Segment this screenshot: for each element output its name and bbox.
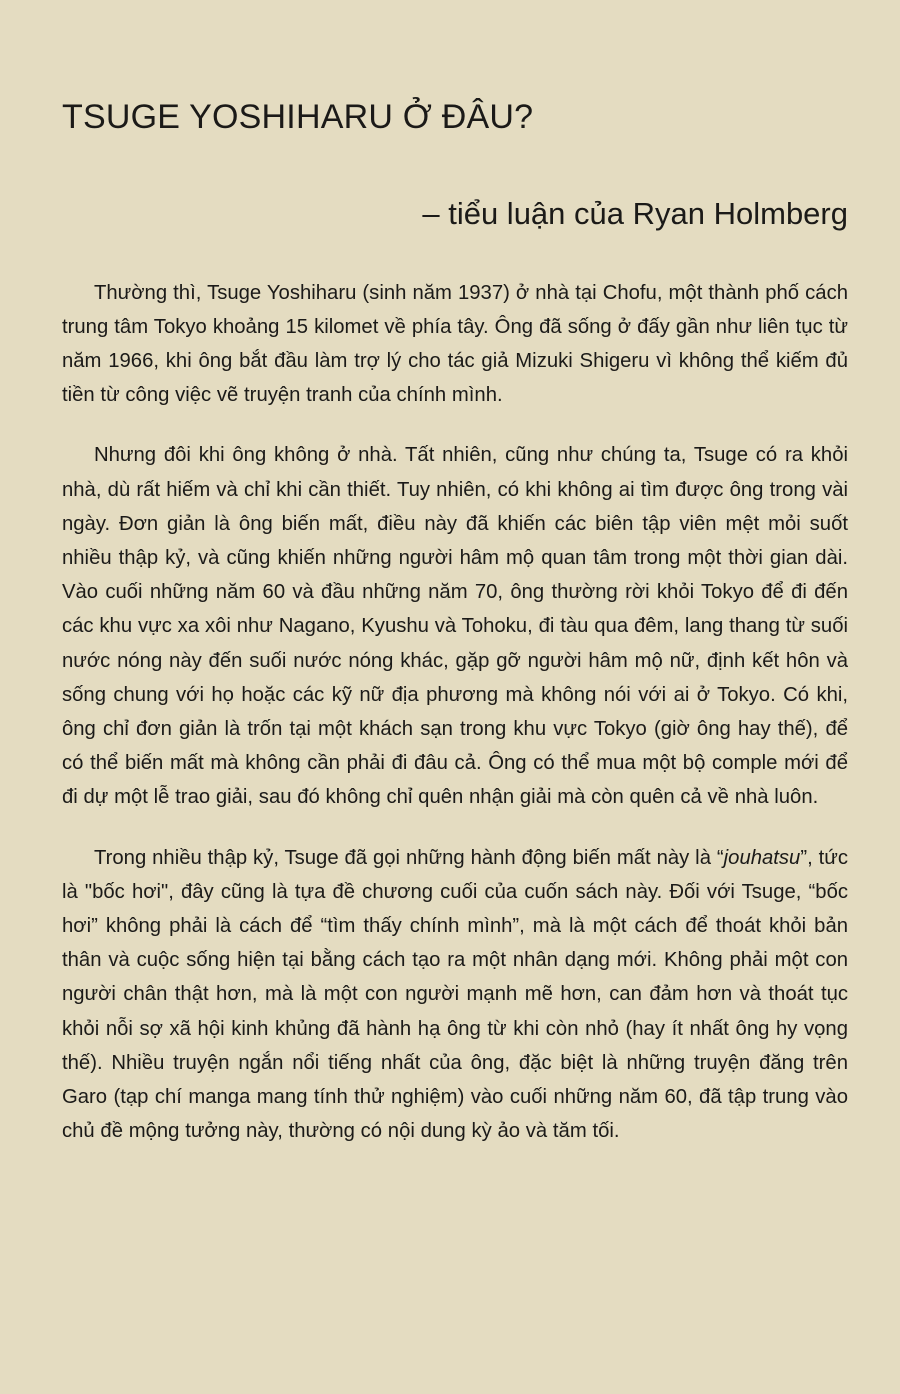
document-content (62, 0, 848, 1148)
italic-term: jouhatsu (723, 846, 801, 869)
body-text (62, 234, 848, 1149)
page-title: TSUGE YOSHIHARU Ở ĐÂU? (62, 98, 534, 136)
document-byline: – tiểu luận của Ryan Holmberg (422, 195, 848, 231)
paragraph-2: Nhưng đôi khi ông không ở nhà. Tất nhiên, cũng như chúng ta, Tsuge có ra khỏi nhà, dù rất hiếm và chỉ khi cần thiết. Tuy nhiên, có khi không ai tìm được ông trong vài ngày. Đơn giản là ông biến mất, điều này đã khiến các biên tập viên mệt mỏi suốt nhiều thập kỷ, và cũng khiến những người hâm mộ quan tâm trong một thời gian dài. Vào cuối những năm 60 và đầu những năm 70, ông thường rời khỏi Tokyo để đi đến các khu vực xa xôi như Nagano, Kyushu và Tohoku, đi tàu qua đêm, lang thang từ suối nước nóng này đến suối nước nóng khác, gặp gỡ người hâm mộ nữ, định kết hôn và sống chung với họ hoặc các kỹ nữ địa phương mà không nói với ai ở Tokyo. Có khi, ông chỉ đơn giản là trốn tại một khách sạn trong khu vực Tokyo (giờ ông hay thế), để có thể biến mất mà không cần phải đi đâu cả. Ông có thể mua một bộ comple mới để đi dự một lễ trao giải, sau đó không chỉ quên nhận giải mà còn quên cả về nhà luôn. (62, 444, 848, 809)
paragraph-1: Thường thì, Tsuge Yoshiharu (sinh năm 1937) ở nhà tại Chofu, một thành phố cách trung tâm Tokyo khoảng 15 kilomet về phía tây. Ông đã sống ở đấy gần như liên tục từ năm 1966, khi ông bắt đầu làm trợ lý cho tác giả Mizuki Shigeru vì không thể kiếm đủ tiền từ công việc vẽ truyện tranh của chính mình. (62, 281, 848, 407)
paragraph-3: Trong nhiều thập kỷ, Tsuge đã gọi những hành động biến mất này là “jouhatsu”, tức là "bốc hơi", đây cũng là tựa đề chương cuối của cuốn sách này. Đối với Tsuge, “bốc hơi” không phải là cách để “tìm thấy chính mình”, mà là một cách để thoát khỏi bản thân và cuộc sống hiện tại bằng cách tạo ra một nhân dạng mới. Không phải một con người chân thật hơn, mà là một con người mạnh mẽ hơn, can đảm hơn và thoát tục khỏi nỗi sợ xã hội kinh khủng đã hành hạ ông từ khi còn nhỏ (hay ít nhất ông hy vọng thế). Nhiều truyện ngắn nổi tiếng nhất của ông, đặc biệt là những truyện đăng trên Garo (tạp chí manga mang tính thử nghiệm) vào cuối những năm 60, đã tập trung vào chủ đề mộng tưởng này, thường có nội dung kỳ ảo và tăm tối. (62, 846, 848, 1143)
